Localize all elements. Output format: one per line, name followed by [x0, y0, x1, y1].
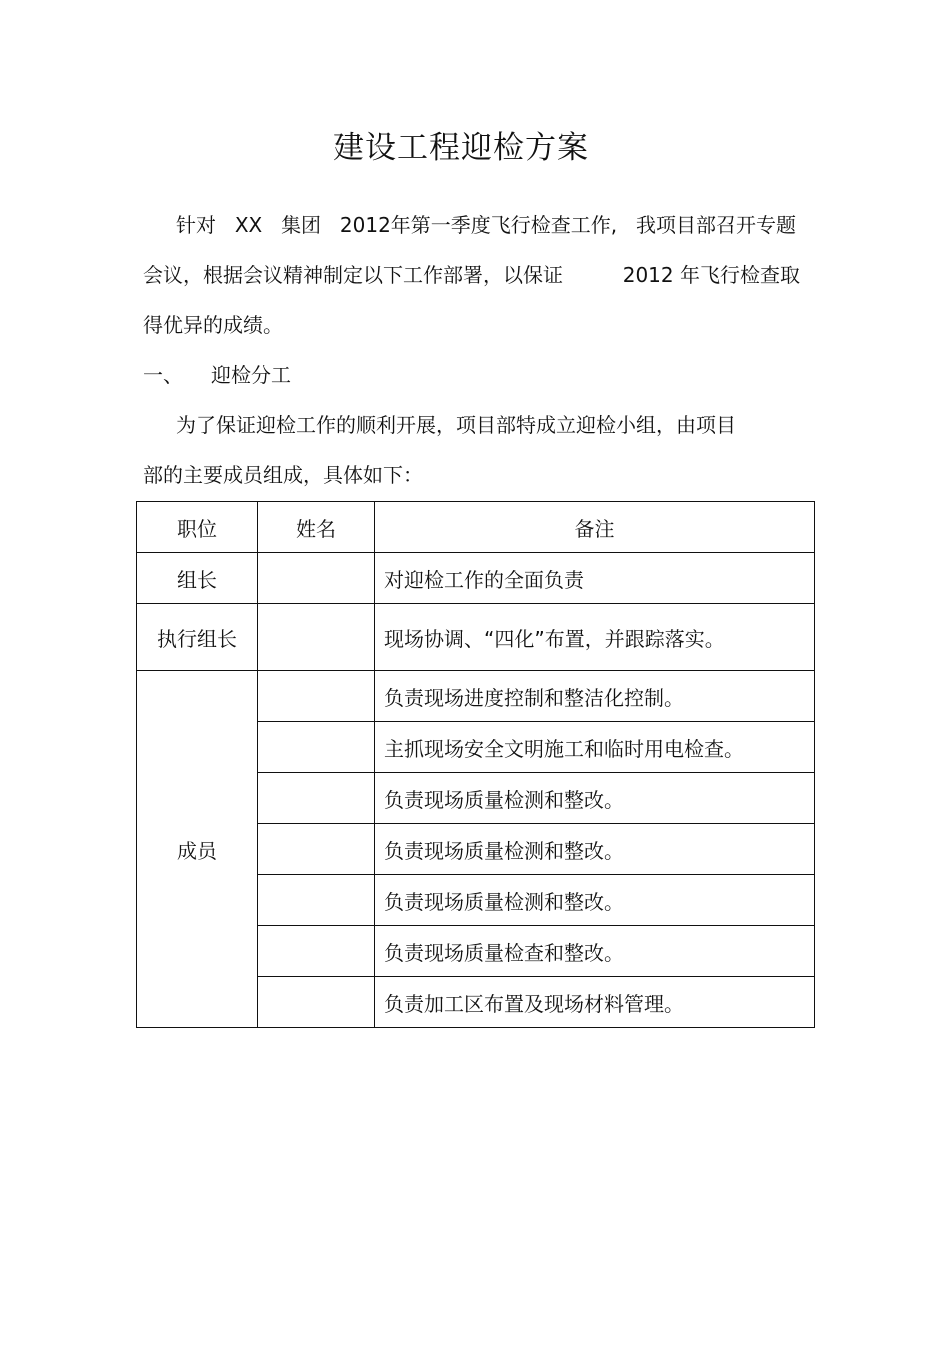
- note-cell: 负责加工区布置及现场材料管理。: [375, 977, 815, 1028]
- header-name: 姓名: [258, 502, 375, 553]
- document-title: 建设工程迎检方案: [333, 130, 589, 166]
- section-heading: [143, 361, 291, 389]
- note-cell: 负责现场质量检查和整改。: [375, 926, 815, 977]
- note-cell: 负责现场质量检测和整改。: [375, 875, 815, 926]
- paragraph-1-line-3: 得优异的成绩。: [143, 313, 283, 337]
- section-label: 迎检分工: [211, 363, 291, 387]
- table-row: [137, 671, 815, 722]
- note-cell: 现场协调、“四化”布置，并跟踪落实。: [375, 604, 815, 671]
- text-segment: 2012年第一季度飞行检查工作,: [339, 213, 618, 237]
- table-row: [137, 553, 815, 604]
- section-number: 一、: [143, 363, 183, 387]
- text-segment: 会议，根据会议精神制定以下工作部署，以保证: [143, 263, 563, 287]
- name-cell: [258, 553, 375, 604]
- text-segment: 针对: [176, 213, 216, 237]
- team-table: [136, 501, 815, 1028]
- name-cell: [258, 773, 375, 824]
- name-cell: [258, 926, 375, 977]
- members-position-cell: 成员: [137, 671, 258, 1028]
- header-position: 职位: [137, 502, 258, 553]
- name-cell: [258, 875, 375, 926]
- text-segment: 2012 年飞行检查取: [622, 263, 800, 287]
- name-cell: [258, 604, 375, 671]
- paragraph-1-line-2: [143, 261, 800, 289]
- note-cell: 负责现场质量检测和整改。: [375, 773, 815, 824]
- note-cell: 对迎检工作的全面负责: [375, 553, 815, 604]
- name-cell: [258, 977, 375, 1028]
- table-header-row: [137, 502, 815, 553]
- text-segment: 集团: [281, 213, 322, 237]
- text-segment: 我项目部召开专题: [635, 213, 796, 237]
- note-cell: 主抓现场安全文明施工和临时用电检查。: [375, 722, 815, 773]
- note-cell: 负责现场质量检测和整改。: [375, 824, 815, 875]
- name-cell: [258, 671, 375, 722]
- table-row: [137, 604, 815, 671]
- position-cell: 组长: [137, 553, 258, 604]
- position-cell: 执行组长: [137, 604, 258, 671]
- text-segment: XX: [234, 213, 263, 237]
- name-cell: [258, 824, 375, 875]
- name-cell: [258, 722, 375, 773]
- paragraph-2-line-1: 为了保证迎检工作的顺利开展，项目部特成立迎检小组，由项目: [176, 413, 736, 437]
- paragraph-1-line-1: [176, 211, 796, 239]
- header-note: 备注: [375, 502, 815, 553]
- note-cell: 负责现场进度控制和整洁化控制。: [375, 671, 815, 722]
- paragraph-2-line-2: 部的主要成员组成，具体如下：: [143, 463, 423, 487]
